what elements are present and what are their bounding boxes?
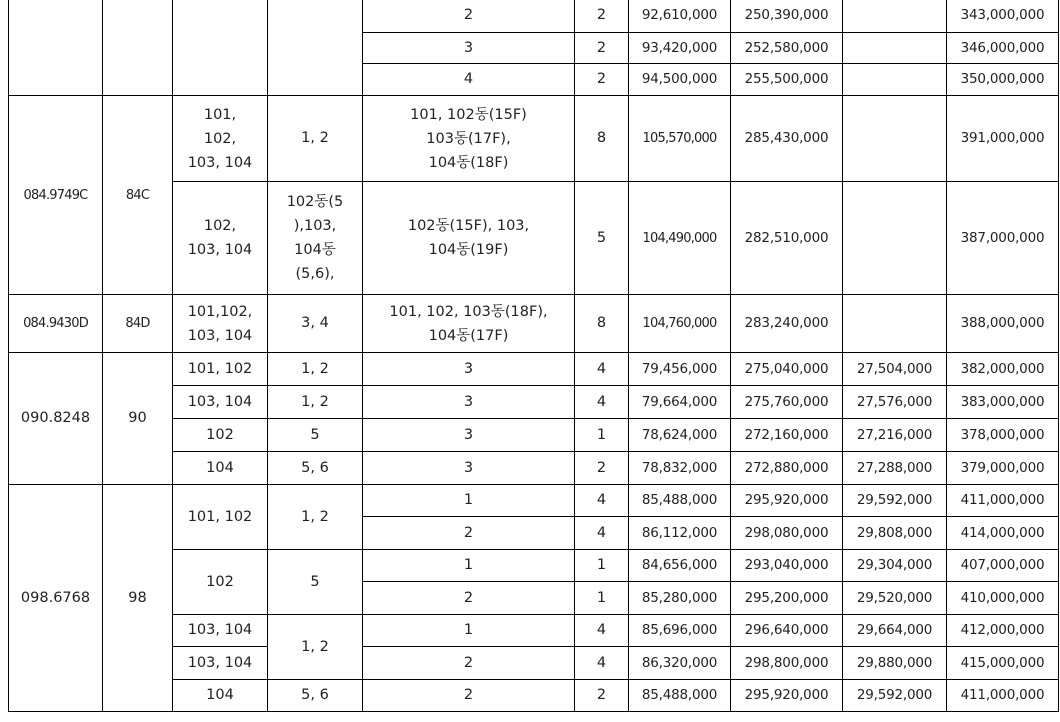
table-cell: 85,696,000 xyxy=(629,615,731,647)
table-cell: 098.6768 xyxy=(9,485,103,712)
table-cell: 29,808,000 xyxy=(843,517,947,550)
table-cell: 29,592,000 xyxy=(843,485,947,517)
table-cell: 250,390,000 xyxy=(731,0,843,33)
table-cell: 415,000,000 xyxy=(947,647,1059,680)
table-cell xyxy=(843,33,947,64)
table-cell: 98 xyxy=(103,485,173,712)
table-cell: 1 xyxy=(363,550,575,582)
table-cell: 2 xyxy=(575,33,629,64)
table-cell xyxy=(173,0,268,96)
table-cell: 2 xyxy=(363,582,575,615)
table-cell: 378,000,000 xyxy=(947,419,1059,452)
table-cell: 101, 102 xyxy=(173,485,268,550)
table-cell: 1 xyxy=(575,419,629,452)
table-cell: 84D xyxy=(103,295,173,353)
table-cell xyxy=(268,0,363,96)
table-cell: 382,000,000 xyxy=(947,353,1059,386)
table-cell: 90 xyxy=(103,353,173,485)
table-cell: 383,000,000 xyxy=(947,386,1059,419)
table-cell: 29,664,000 xyxy=(843,615,947,647)
table-cell: 104 xyxy=(173,452,268,485)
table-cell: 94,500,000 xyxy=(629,64,731,96)
table-cell: 2 xyxy=(363,517,575,550)
table-cell: 5, 6 xyxy=(268,680,363,712)
table-cell: 3 xyxy=(363,452,575,485)
table-cell: 104,760,000 xyxy=(629,295,731,353)
table-cell: 104 xyxy=(173,680,268,712)
table-cell: 2 xyxy=(575,680,629,712)
table-cell: 5 xyxy=(268,419,363,452)
table-row xyxy=(9,295,1059,353)
table-cell: 343,000,000 xyxy=(947,0,1059,33)
table-cell: 102동(5 ),103, 104동 (5,6), xyxy=(268,182,363,295)
table-cell: 3 xyxy=(363,33,575,64)
table-cell: 101, 102 xyxy=(173,353,268,386)
table-cell: 2 xyxy=(363,0,575,33)
table-cell: 411,000,000 xyxy=(947,680,1059,712)
table-cell: 084.9749C xyxy=(9,96,103,295)
table-cell: 4 xyxy=(575,517,629,550)
table-cell: 101, 102, 103, 104 xyxy=(173,96,268,182)
table-cell: 1 xyxy=(363,485,575,517)
table-cell: 93,420,000 xyxy=(629,33,731,64)
table-cell: 85,280,000 xyxy=(629,582,731,615)
table-cell: 5 xyxy=(575,182,629,295)
table-cell: 255,500,000 xyxy=(731,64,843,96)
table-cell: 4 xyxy=(363,64,575,96)
table-cell: 295,920,000 xyxy=(731,485,843,517)
table-cell: 282,510,000 xyxy=(731,182,843,295)
table-cell: 102 xyxy=(173,550,268,615)
table-cell: 4 xyxy=(575,647,629,680)
table-cell: 295,920,000 xyxy=(731,680,843,712)
table-cell: 252,580,000 xyxy=(731,33,843,64)
table-cell: 102 xyxy=(173,419,268,452)
price-table xyxy=(8,0,1059,712)
table-cell: 101, 102, 103동(18F), 104동(17F) xyxy=(363,295,575,353)
table-cell: 298,800,000 xyxy=(731,647,843,680)
table-cell: 105,570,000 xyxy=(629,96,731,182)
table-cell: 084.9430D xyxy=(9,295,103,353)
table-cell: 86,112,000 xyxy=(629,517,731,550)
table-cell: 388,000,000 xyxy=(947,295,1059,353)
table-cell: 285,430,000 xyxy=(731,96,843,182)
table-cell: 283,240,000 xyxy=(731,295,843,353)
table-cell: 3 xyxy=(363,353,575,386)
table-cell: 391,000,000 xyxy=(947,96,1059,182)
table-cell: 4 xyxy=(575,615,629,647)
table-cell xyxy=(843,0,947,33)
table-cell: 2 xyxy=(363,647,575,680)
table-cell: 101, 102동(15F) 103동(17F), 104동(18F) xyxy=(363,96,575,182)
table-cell: 3, 4 xyxy=(268,295,363,353)
table-cell: 27,216,000 xyxy=(843,419,947,452)
table-cell: 2 xyxy=(575,0,629,33)
table-cell: 78,624,000 xyxy=(629,419,731,452)
table-row xyxy=(9,485,1059,517)
table-cell: 293,040,000 xyxy=(731,550,843,582)
table-cell: 5 xyxy=(268,550,363,615)
table-cell: 1, 2 xyxy=(268,353,363,386)
table-row xyxy=(9,353,1059,386)
table-cell: 92,610,000 xyxy=(629,0,731,33)
table-cell: 414,000,000 xyxy=(947,517,1059,550)
table-cell xyxy=(843,295,947,353)
table-cell: 296,640,000 xyxy=(731,615,843,647)
table-cell: 5, 6 xyxy=(268,452,363,485)
table-cell: 3 xyxy=(363,386,575,419)
table-cell: 295,200,000 xyxy=(731,582,843,615)
table-cell: 1, 2 xyxy=(268,485,363,550)
table-cell: 410,000,000 xyxy=(947,582,1059,615)
table-cell: 379,000,000 xyxy=(947,452,1059,485)
table-cell: 275,040,000 xyxy=(731,353,843,386)
table-cell: 1 xyxy=(575,582,629,615)
table-cell: 29,304,000 xyxy=(843,550,947,582)
table-cell: 79,456,000 xyxy=(629,353,731,386)
table-cell: 78,832,000 xyxy=(629,452,731,485)
table-cell: 4 xyxy=(575,353,629,386)
table-cell: 1 xyxy=(363,615,575,647)
table-cell: 8 xyxy=(575,295,629,353)
table-cell: 298,080,000 xyxy=(731,517,843,550)
table-cell xyxy=(103,0,173,96)
table-cell xyxy=(843,182,947,295)
table-cell: 27,288,000 xyxy=(843,452,947,485)
table-cell: 4 xyxy=(575,386,629,419)
table-cell: 387,000,000 xyxy=(947,182,1059,295)
table-cell: 104,490,000 xyxy=(629,182,731,295)
table-cell: 29,520,000 xyxy=(843,582,947,615)
table-cell: 103, 104 xyxy=(173,386,268,419)
table-cell: 102동(15F), 103, 104동(19F) xyxy=(363,182,575,295)
table-cell: 2 xyxy=(363,680,575,712)
table-cell: 272,160,000 xyxy=(731,419,843,452)
table-cell: 346,000,000 xyxy=(947,33,1059,64)
table-cell: 2 xyxy=(575,452,629,485)
table-cell: 84,656,000 xyxy=(629,550,731,582)
table-cell: 4 xyxy=(575,485,629,517)
table-cell: 1, 2 xyxy=(268,615,363,680)
table-cell: 29,880,000 xyxy=(843,647,947,680)
table-cell: 275,760,000 xyxy=(731,386,843,419)
table-cell: 79,664,000 xyxy=(629,386,731,419)
table-row xyxy=(9,96,1059,182)
table-cell: 101,102, 103, 104 xyxy=(173,295,268,353)
table-cell: 27,504,000 xyxy=(843,353,947,386)
table-cell: 1, 2 xyxy=(268,96,363,182)
price-table-body xyxy=(9,0,1059,712)
table-cell xyxy=(9,0,103,96)
table-cell: 3 xyxy=(363,419,575,452)
table-cell: 272,880,000 xyxy=(731,452,843,485)
table-cell: 103, 104 xyxy=(173,615,268,647)
table-cell: 2 xyxy=(575,64,629,96)
table-cell: 350,000,000 xyxy=(947,64,1059,96)
table-cell: 1, 2 xyxy=(268,386,363,419)
table-cell: 29,592,000 xyxy=(843,680,947,712)
table-cell: 412,000,000 xyxy=(947,615,1059,647)
table-row xyxy=(9,0,1059,33)
table-cell: 103, 104 xyxy=(173,647,268,680)
table-cell: 85,488,000 xyxy=(629,485,731,517)
table-cell xyxy=(843,96,947,182)
table-cell xyxy=(843,64,947,96)
table-cell: 090.8248 xyxy=(9,353,103,485)
table-cell: 8 xyxy=(575,96,629,182)
table-cell: 84C xyxy=(103,96,173,295)
table-cell: 411,000,000 xyxy=(947,485,1059,517)
table-cell: 1 xyxy=(575,550,629,582)
table-cell: 86,320,000 xyxy=(629,647,731,680)
table-cell: 407,000,000 xyxy=(947,550,1059,582)
table-cell: 102, 103, 104 xyxy=(173,182,268,295)
table-cell: 27,576,000 xyxy=(843,386,947,419)
table-cell: 85,488,000 xyxy=(629,680,731,712)
